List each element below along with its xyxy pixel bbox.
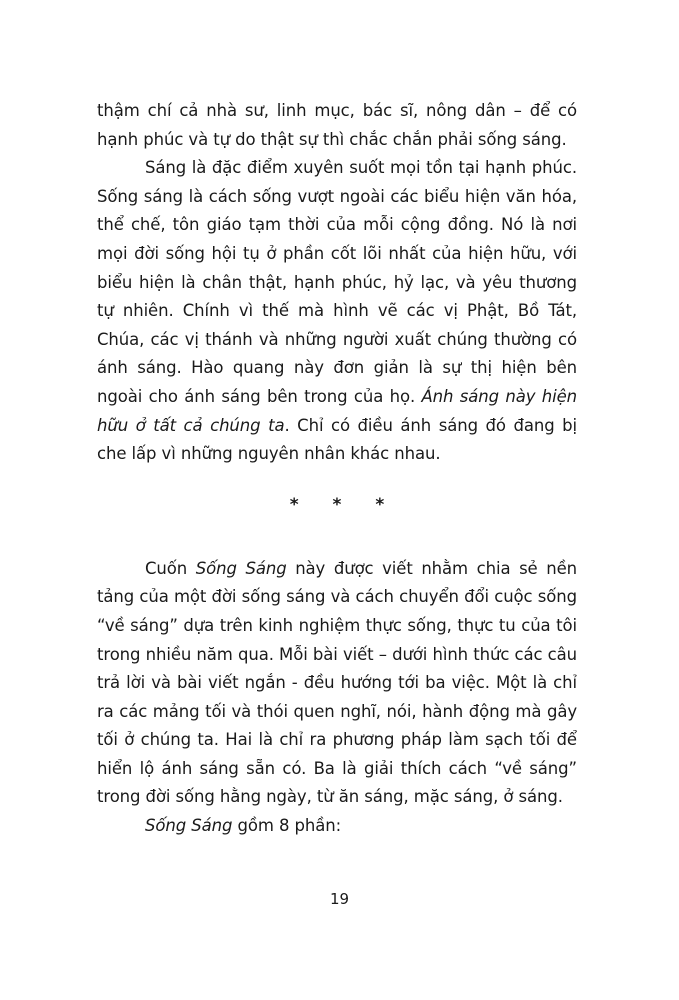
paragraph-1 [97, 97, 577, 154]
paragraph-3 [97, 555, 577, 812]
paragraph-2-text-a: Sáng là đặc điểm xuyên suốt mọi tồn tại hạnh phúc. Sống sáng là cách sống vượt ngoài các biểu hiện văn hóa, thể chế, tôn giáo tạm thời của mỗi cộng đồng. Nó là nơi mọi đời sống hội tụ ở phần cốt lõi nhất của hiện hữu, với biểu hiện là chân thật, hạnh phúc, hỷ lạc, và yêu thương tự nhiên. Chính vì thế mà hình vẽ các vị Phật, Bồ Tát, Chúa, các vị thánh và những người xuất chúng thường có ánh sáng. Hào quang này đơn giản là sự thị hiện bên ngoài cho ánh sáng bên trong của họ. [97, 158, 577, 406]
paragraph-4 [97, 812, 577, 841]
paragraph-2 [97, 154, 577, 469]
paragraph-3-book-title: Sống Sáng [195, 558, 287, 578]
paragraph-4-book-title: Sống Sáng [145, 816, 233, 836]
page-number: 19 [329, 890, 350, 908]
page-body [97, 97, 577, 841]
paragraph-2-text-b: . Chỉ có điều ánh sáng đó đang bị che lấp vì những nguyên nhân khác nhau. [97, 415, 577, 464]
section-separator: * * * [289, 494, 399, 515]
paragraph-2-italic: Ánh sáng này hiện hữu ở tất cả chúng ta [97, 386, 577, 435]
paragraph-4-text: gồm 8 phần: [232, 816, 342, 836]
paragraph-3-text-b: này được viết nhằm chia sẻ nền tảng của một đời sống sáng và cách chuyển đổi cuộc sống “về sáng” dựa trên kinh nghiệm thực sống, thực tu của tôi trong nhiều năm qua. Mỗi bài viết – dưới hình thức các câu trả lời và bài viết ngắn - đều hướng tới ba việc. Một là chỉ ra các mảng tối và thói quen nghĩ, nói, hành động mà gây tối ở chúng ta. Hai là chỉ ra phương pháp làm sạch tối để hiển lộ ánh sáng sẵn có. Ba là giải thích cách “về sáng” trong đời sống hằng ngày, từ ăn sáng, mặc sáng, ở sáng. [97, 558, 577, 807]
paragraph-1-text: thậm chí cả nhà sư, linh mục, bác sĩ, nông dân – để có hạnh phúc và tự do thật sự thì chắc chắn phải sống sáng. [97, 101, 577, 149]
paragraph-3-text-a: Cuốn [145, 558, 196, 578]
